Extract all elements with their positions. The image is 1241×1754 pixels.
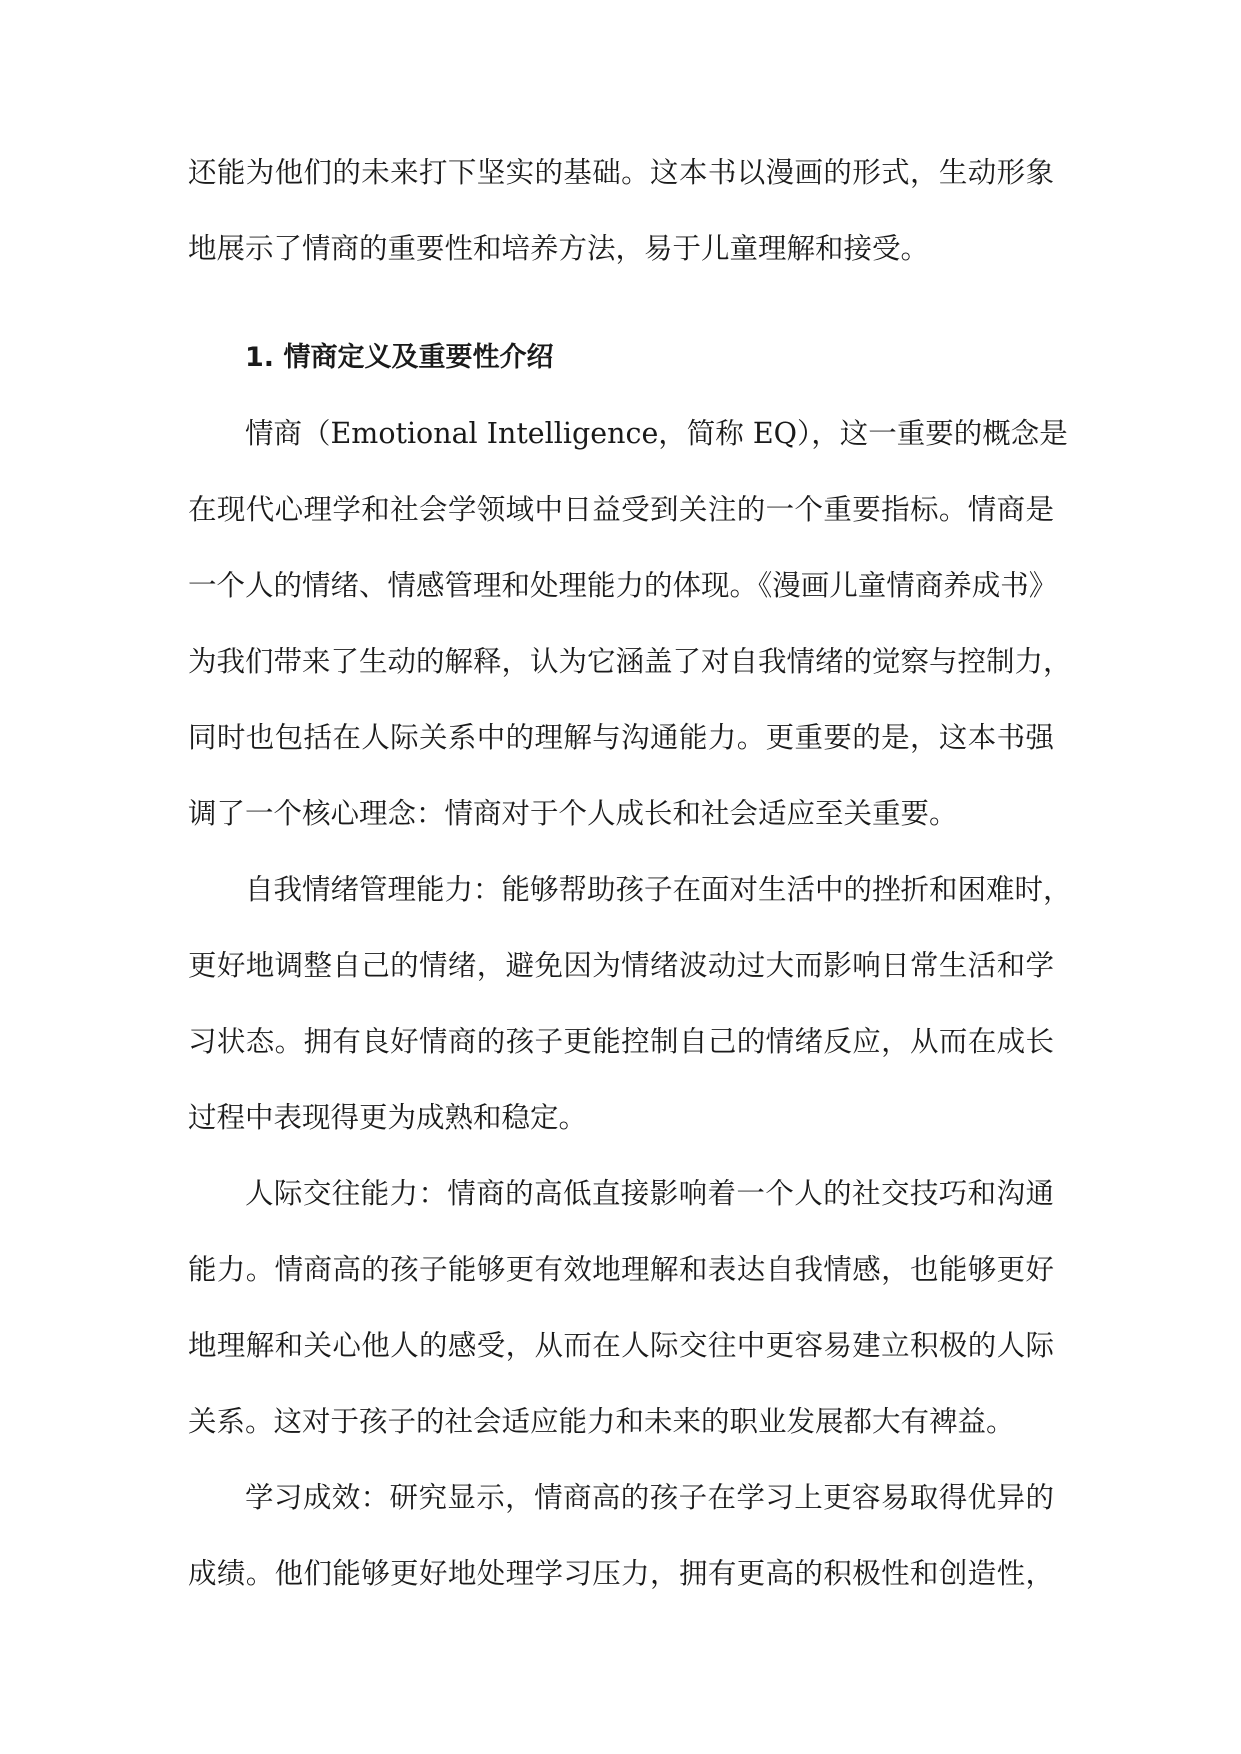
paragraph-line: 为我们带来了生动的解释，认为它涵盖了对自我情绪的觉察与控制力，: [188, 645, 1072, 678]
learning-outcomes-paragraph: [188, 1475, 1054, 1627]
paragraph-line: 情商（Emotional Intelligence，简称 EQ），这一重要的概念是: [245, 417, 1068, 450]
paragraph-line: 调了一个核心理念：情商对于个人成长和社会适应至关重要。: [188, 797, 958, 830]
interpersonal-skills-paragraph: [188, 1171, 1054, 1475]
paragraph-line: 成绩。他们能够更好地处理学习压力，拥有更高的积极性和创造性，: [188, 1557, 1054, 1590]
paragraph-line: 同时也包括在人际关系中的理解与沟通能力。更重要的是，这本书强: [188, 721, 1054, 754]
paragraph-line: 人际交往能力：情商的高低直接影响着一个人的社交技巧和沟通: [245, 1177, 1054, 1210]
paragraph-line: 在现代心理学和社会学领域中日益受到关注的一个重要指标。情商是: [188, 493, 1054, 526]
paragraph-line: 过程中表现得更为成熟和稳定。: [188, 1101, 588, 1134]
paragraph-line: 习状态。拥有良好情商的孩子更能控制自己的情绪反应，从而在成长: [188, 1025, 1054, 1058]
intro-paragraph: [188, 150, 1054, 302]
paragraph-line: 学习成效：研究显示，情商高的孩子在学习上更容易取得优异的: [245, 1481, 1054, 1514]
paragraph-line: 自我情绪管理能力：能够帮助孩子在面对生活中的挫折和困难时，: [245, 873, 1072, 906]
paragraph-line: 地理解和关心他人的感受，从而在人际交往中更容易建立积极的人际: [188, 1329, 1054, 1362]
section-heading: 1. 情商定义及重要性介绍: [245, 342, 554, 373]
paragraph-line: 能力。情商高的孩子能够更有效地理解和表达自我情感，也能够更好: [188, 1253, 1054, 1286]
document-body: [188, 150, 1072, 1627]
eq-definition-paragraph: [188, 411, 1072, 867]
paragraph-line: 关系。这对于孩子的社会适应能力和未来的职业发展都大有裨益。: [188, 1405, 1015, 1438]
paragraph-line: 更好地调整自己的情绪，避免因为情绪波动过大而影响日常生活和学: [188, 949, 1054, 982]
intro-line: 地展示了情商的重要性和培养方法，易于儿童理解和接受。: [188, 232, 930, 265]
self-emotion-management-paragraph: [188, 867, 1072, 1171]
paragraph-line: 一个人的情绪、情感管理和处理能力的体现。《漫画儿童情商养成书》: [188, 569, 1058, 602]
intro-line: 还能为他们的未来打下坚实的基础。这本书以漫画的形式，生动形象: [188, 156, 1054, 189]
